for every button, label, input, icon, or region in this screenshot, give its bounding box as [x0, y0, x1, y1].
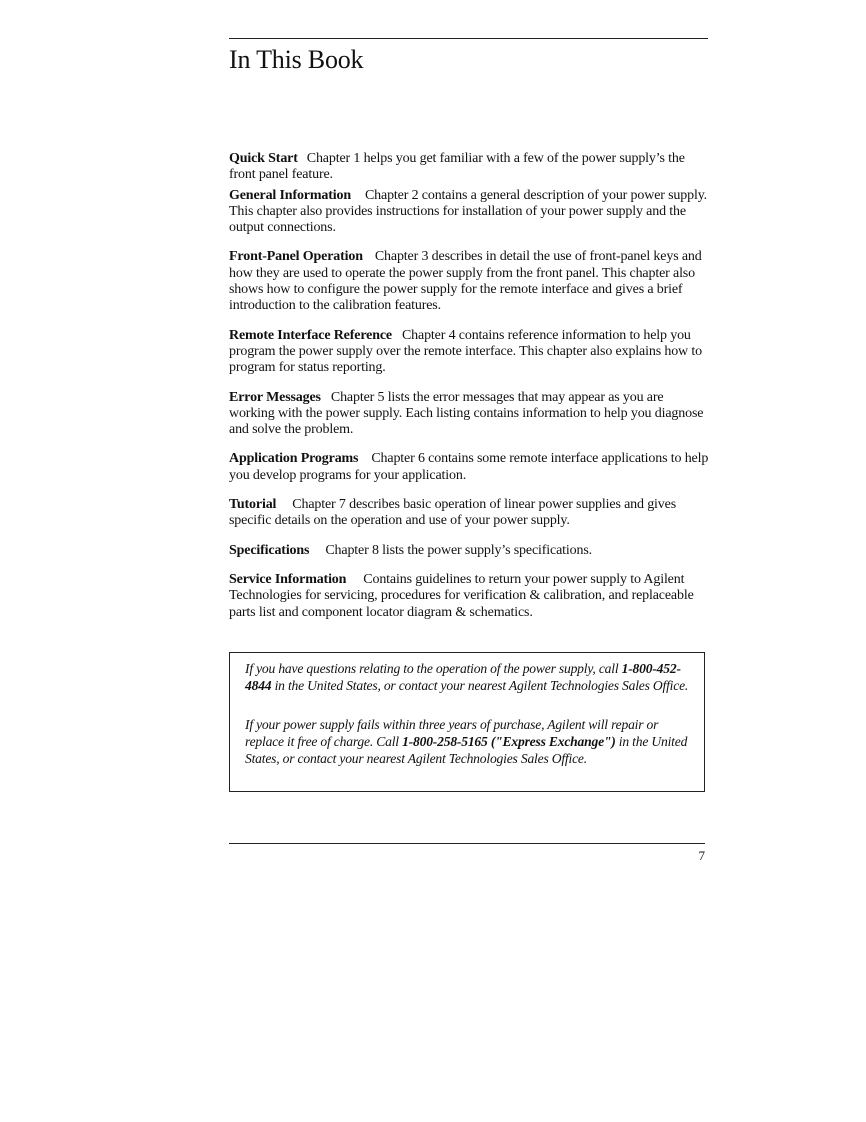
section-quick-start [229, 151, 709, 184]
top-rule [229, 38, 708, 39]
page-title: In This Book [229, 45, 364, 74]
section-title: Specifications [229, 542, 310, 558]
section-text: Chapter 6 contains some remote interface applications to help you develop programs for your application. [229, 451, 709, 483]
section-title: Front-Panel Operation [229, 249, 363, 265]
express-exchange-label: ("Express Exchange") [490, 734, 616, 749]
section-title: General Information [229, 187, 351, 203]
section-title: Remote Interface Reference [229, 327, 392, 343]
support-note-paragraph [245, 660, 690, 694]
note-text: in the United States, or contact your nearest Agilent Technologies Sales Office. [274, 678, 689, 693]
page-number: 7 [698, 848, 705, 863]
section-text: Chapter 3 describes in detail the use of front-panel keys and how they are used to operate the power supply from the front panel. This chapter also shows how to configure the power supply for the remote interface and gives a brief introduction to the calibration features. [229, 249, 702, 314]
section-title: Error Messages [229, 389, 321, 405]
warranty-note-paragraph [245, 716, 690, 767]
section-tutorial [229, 497, 709, 530]
note-text: If you have questions relating to the operation of the power supply, call [245, 661, 619, 676]
section-text: Chapter 1 helps you get familiar with a few of the power supply’s the front panel feature. [229, 151, 685, 183]
section-specifications [229, 543, 709, 559]
express-exchange-phone-number: 1-800-258-5165 [402, 734, 488, 749]
note-text: in the United States, or contact your nearest Agilent Technologies Sales Office. [245, 734, 688, 766]
section-general-information [229, 188, 709, 237]
section-title: Service Information [229, 571, 347, 587]
support-phone-number: 1-800-452-4844 [245, 661, 681, 693]
section-remote-interface-reference [229, 328, 709, 377]
section-title: Tutorial [229, 497, 277, 513]
section-text: Chapter 4 contains reference information to help you program the power supply over the remote interface. This chapter also explains how to program for status reporting. [229, 327, 702, 376]
section-text: Contains guidelines to return your power supply to Agilent Technologies for servicing, procedures for verification & calibration, and replaceable parts list and component locator diagram & schematics. [229, 571, 694, 620]
section-title: Application Programs [229, 451, 359, 467]
section-text: Chapter 7 describes basic operation of linear power supplies and gives specific details on the operation and use of your power supply. [229, 497, 677, 529]
chapter-list [229, 151, 709, 621]
section-text: Chapter 2 contains a general description of your power supply. This chapter also provides instructions for installation of your power supply and the output connections. [229, 187, 707, 236]
section-front-panel-operation [229, 249, 709, 314]
section-text: Chapter 5 lists the error messages that may appear as you are working with the power supply. Each listing contains information to help you diagnose and solve the problem. [229, 389, 704, 438]
section-error-messages [229, 390, 709, 439]
bottom-rule [229, 843, 705, 844]
note-text: If your power supply fails within three years of purchase, Agilent will repair or replace it free of charge. Call [245, 717, 659, 749]
section-title: Quick Start [229, 151, 298, 166]
support-note-box [229, 652, 705, 792]
section-text: Chapter 8 lists the power supply’s specifications. [325, 542, 592, 558]
section-service-information [229, 572, 709, 621]
section-application-programs [229, 451, 709, 484]
